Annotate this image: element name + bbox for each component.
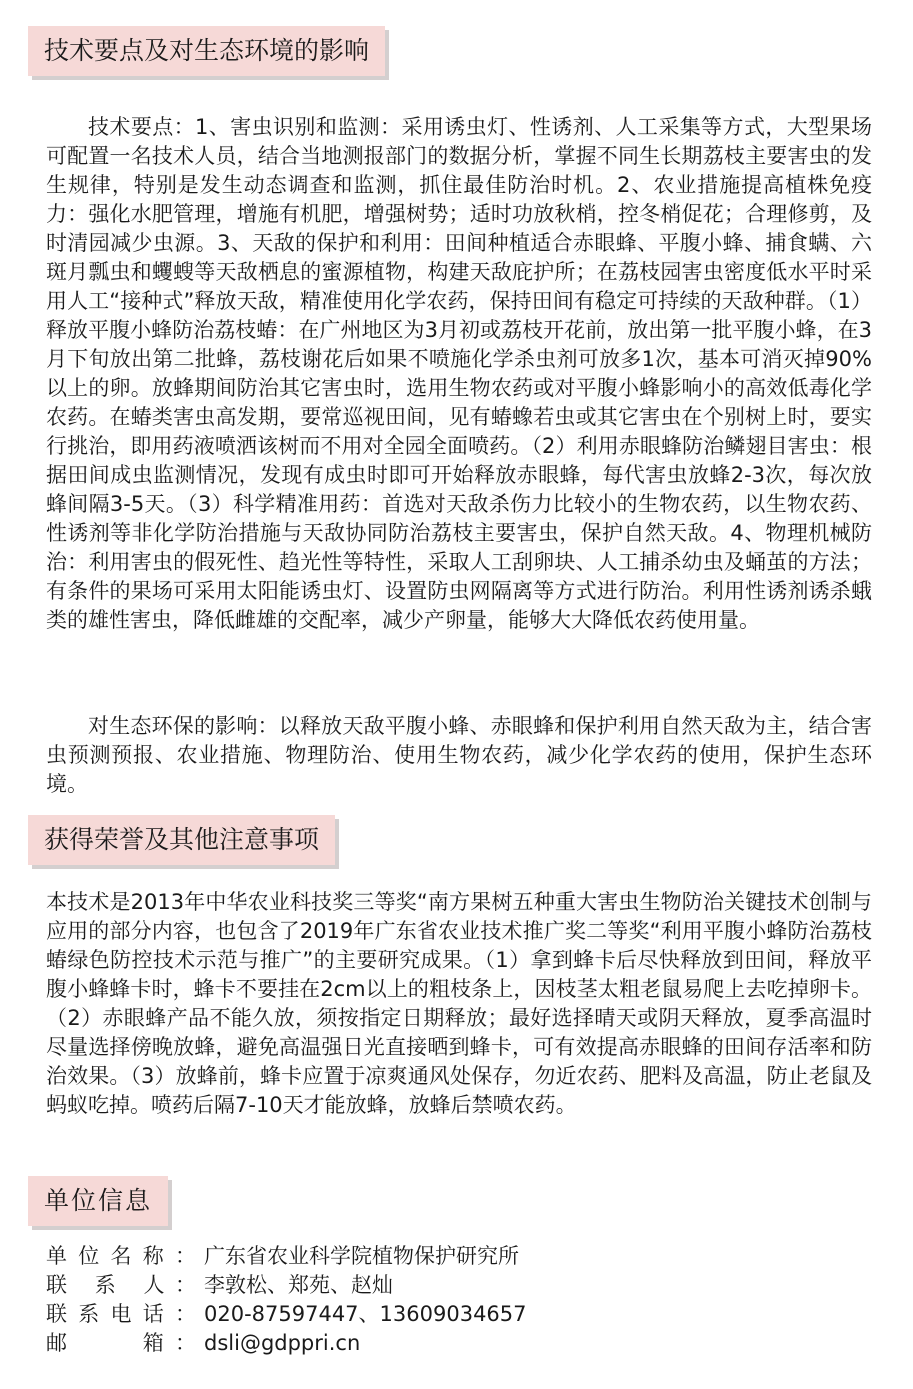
phone-label: 联系电话： [46, 1302, 196, 1326]
eco-impact-paragraph: 对生态环保的影响：以释放天敌平腹小蜂、赤眼蜂和保护利用自然天敌为主，结合害虫预测预报、农业措施、物理防治、使用生物农药，减少化学农药的使用，保护生态环境。 [46, 714, 872, 796]
tech-points-paragraph: 技术要点：1、害虫识别和监测：采用诱虫灯、性诱剂、人工采集等方式，大型果场可配置一名技术人员，结合当地测报部门的数据分析，掌握不同生长期荔枝主要害虫的发生规律，特别是发生动态调查和监测，抓住最佳防治时机。2、农业措施提高植株免疫力：强化水肥管理，增施有机肥，增强树势；适时功放秋梢，控冬梢促花；合理修剪，及时清园减少虫源。3、天敌的保护和利用：田间种植适合赤眼蜂、平腹小蜂、捕食螨、六斑月瓢虫和蠼螋等天敌栖息的蜜源植物，构建天敌庇护所；在荔枝园害虫密度低水平时采用人工“接种式”释放天敌，精准使用化学农药，保持田间有稳定可持续的天敌种群。（1）释放平腹小蜂防治荔枝蝽：在广州地区为3月初或荔枝开花前，放出第一批平腹小蜂，在3月下旬放出第二批蜂，荔枝谢花后如果不喷施化学杀虫剂可放多1次，基本可消灭掉90%以上的卵。放蜂期间防治其它害虫时，选用生物农药或对平腹小蜂影响小的高效低毒化学农药。在蝽类害虫高发期，要常巡视田间，见有蝽蟓若虫或其它害虫在个别树上时，要实行挑治，即用药液喷洒该树而不用对全园全面喷药。（2）利用赤眼蜂防治鳞翅目害虫：根据田间成虫监测情况，发现有成虫时即可开始释放赤眼蜂，每代害虫放蜂2-3次，每次放蜂间隔3-5天。（3）科学精准用药：首选对天敌杀伤力比较小的生物农药，以生物农药、性诱剂等非化学防治措施与天敌协同防治荔枝主要害虫，保护自然天敌。4、物理机械防治：利用害虫的假死性、趋光性等特性，采取人工刮卵块、人工捕杀幼虫及蛹茧的方法；有条件的果场可采用太阳能诱虫灯、设置防虫网隔离等方式进行防治。利用性诱剂诱杀蛾类的雄性害虫，降低雌雄的交配率，减少产卵量，能够大大降低农药使用量。 [46, 115, 872, 632]
section-header-tech: 技术要点及对生态环境的影响 [28, 26, 385, 76]
section-header-unit: 单位信息 [28, 1176, 168, 1226]
unit-name-row [46, 1242, 527, 1271]
contact-person-row [46, 1271, 527, 1300]
email-value: dsli@gdppri.cn [204, 1331, 361, 1355]
contact-person-label: 联 系 人： [46, 1273, 196, 1297]
phone-value: 020-87597447、13609034657 [204, 1302, 527, 1326]
email-label: 邮 箱： [46, 1331, 196, 1355]
email-row [46, 1329, 527, 1358]
unit-name-value: 广东省农业科学院植物保护研究所 [204, 1244, 519, 1268]
unit-info-list [46, 1242, 527, 1358]
unit-name-label: 单位名称： [46, 1244, 196, 1268]
honor-paragraph: 本技术是2013年中华农业科技奖三等奖“南方果树五种重大害虫生物防治关键技术创制与应用的部分内容，也包含了2019年广东省农业技术推广奖二等奖“利用平腹小蜂防治荔枝蝽绿色防控技术示范与推广”的主要研究成果。（1）拿到蜂卡后尽快释放到田间，释放平腹小蜂蜂卡时，蜂卡不要挂在2cm以上的粗枝条上，因枝茎太粗老鼠易爬上去吃掉卵卡。（2）赤眼蜂产品不能久放，须按指定日期释放；最好选择晴天或阴天释放，夏季高温时尽量选择傍晚放蜂，避免高温强日光直接晒到蜂卡，可有效提高赤眼蜂的田间存活率和防治效果。（3）放蜂前，蜂卡应置于凉爽通风处保存，勿近农药、肥料及高温，防止老鼠及蚂蚁吃掉。喷药后隔7-10天才能放蜂，放蜂后禁喷农药。 [46, 890, 872, 1117]
phone-row [46, 1300, 527, 1329]
section-header-honor: 获得荣誉及其他注意事项 [28, 815, 335, 865]
contact-person-value: 李敦松、郑苑、赵灿 [204, 1273, 393, 1297]
